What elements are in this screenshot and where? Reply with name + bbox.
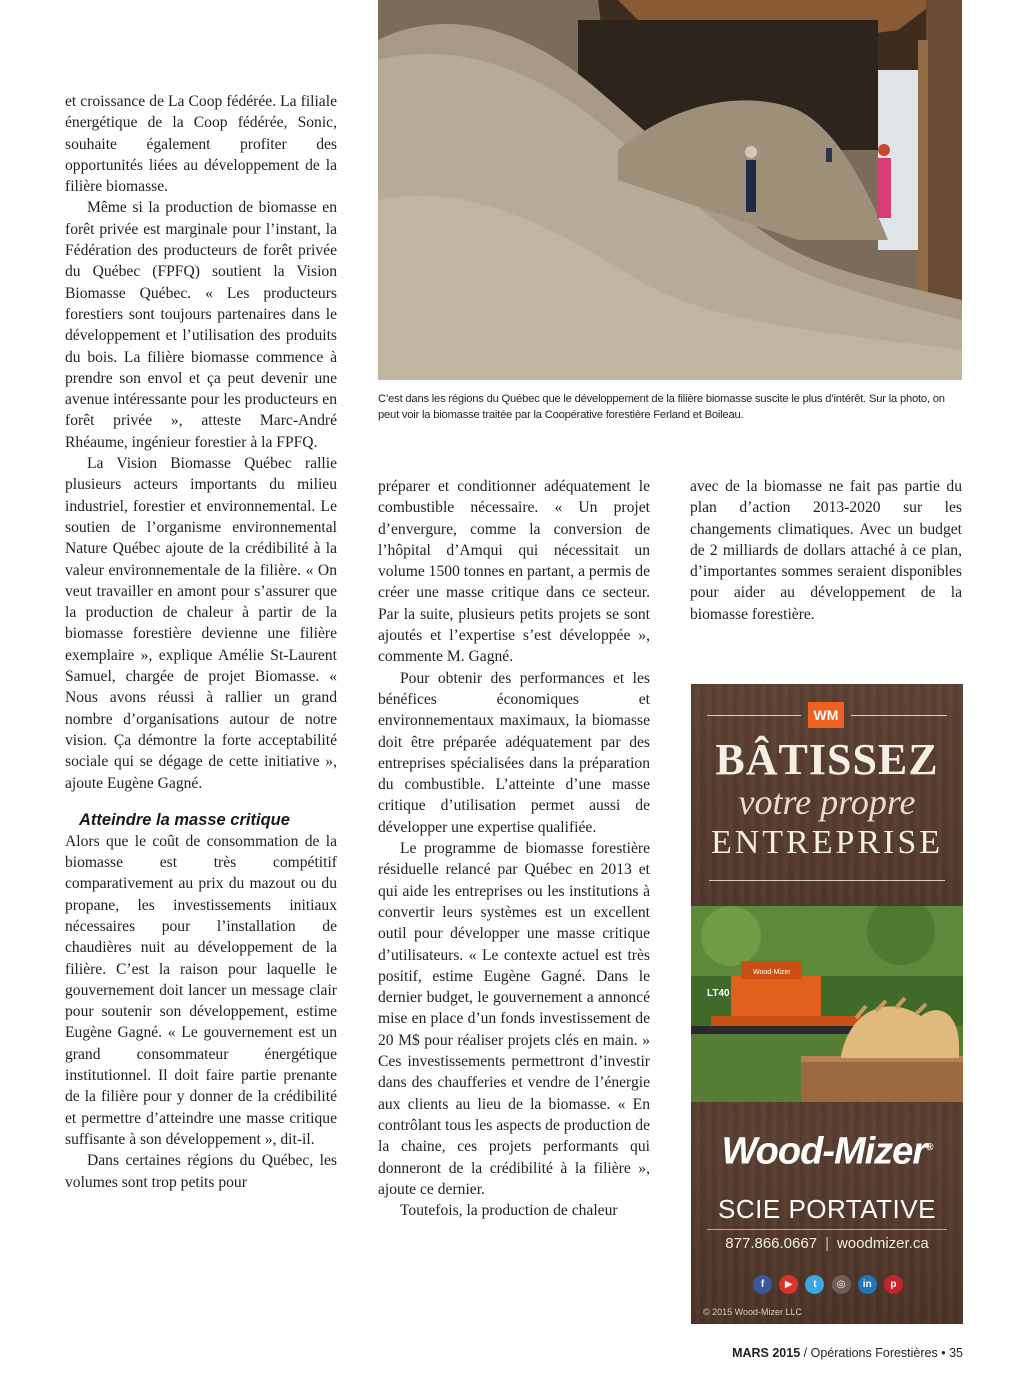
instagram-icon[interactable]: ◎ xyxy=(832,1275,851,1294)
wood-mizer-advertisement[interactable] xyxy=(691,684,963,1324)
ad-divider xyxy=(707,1229,947,1230)
paragraph: avec de la biomasse ne fait pas partie du plan d’action 2013-2020 sur les changements climatiques. Avec un budget de 2 milliards de dollars attaché à ce plan, d’importantes sommes seraient disponibles pour aider au développement de la biomasse forestière. xyxy=(690,478,962,623)
page-number: 35 xyxy=(949,1346,963,1360)
ad-divider xyxy=(709,880,945,881)
ad-contact xyxy=(691,1234,963,1254)
article-column-2 xyxy=(378,476,650,1221)
pinterest-icon[interactable]: p xyxy=(884,1275,903,1294)
paragraph: Pour obtenir des performances et les bénéfices économiques et environnementaux maximaux, la biomasse doit être préparée adéquatement par des entreprises spécialisées dans la préparation du combustible. L’atteinte d’une masse critique d’utilisation permet aussi de développer une expertise qualifiée. xyxy=(378,669,650,836)
ad-website-link[interactable]: woodmizer.ca xyxy=(836,1235,929,1252)
ad-headline: BÂTISSEZ xyxy=(715,735,939,784)
social-icons xyxy=(753,1275,903,1295)
footer-bullet: • xyxy=(941,1346,950,1360)
sawmill-brand-label: Wood-Mizer xyxy=(753,969,791,976)
youtube-icon[interactable]: ▶ xyxy=(779,1275,798,1294)
paragraph: Le programme de biomasse forestière résiduelle relancé par Québec en 2013 et qui aide les entreprises ou les institutions à convertir leurs systèmes est un excellent outil pour développer une masse critique d’utilisateurs. « Le contexte actuel est très positif, estime Eugène Gagné. Dans le dernier budget, le gouvernement a annoncé mise en place d’un fonds investissement de 20 M$ pour réaliser projets clés en main. » Ces investissements permettront d’investir dans des chaufferies et vendre de l’énergie aux clients au lieu de la biomasse. « En contrôlant tous les aspects de production de la chaine, ces projets performants qui donneront de la crédibilité à la filière », ajoute ce dernier. xyxy=(378,840,650,1198)
ad-divider xyxy=(707,715,801,716)
biomass-photo-illustration xyxy=(378,0,962,380)
sawmill-photo xyxy=(691,906,963,1102)
twitter-icon[interactable]: t xyxy=(805,1275,824,1294)
paragraph: Dans certaines régions du Québec, les volumes sont trop petits pour xyxy=(65,1152,337,1191)
footer-separator: / xyxy=(803,1346,811,1360)
paragraph: La Vision Biomasse Québec rallie plusieurs acteurs importants du milieu industriel, forestier et environnemental. Le soutien de l’organisme environnemental Nature Québec ajoute de la crédibilité à la valeur environnementale de la filière. « On veut travailler en amont pour s’assurer que la production de chaleur à partir de la biomasse forestière devienne une filière exemplaire », explique Amélie St-Laurent Samuel, chargée de projet Biomasse. « Nous avons réussi à rallier un grand nombre d’organisations autour de notre vision. Ça démontre la forte acceptabilité sociale qui se dégage de cette initiative », ajoute Eugène Gagné. xyxy=(65,455,337,792)
photo-caption: C’est dans les régions du Québec que le développement de la filière biomasse suscite le plus d’intérêt. Sur la photo, on peut voir la biomasse traitée par la Coopérative forestière Ferland et Boileau. xyxy=(378,393,945,421)
facebook-icon[interactable]: f xyxy=(753,1275,772,1294)
publication-name: Opérations Forestières xyxy=(810,1346,938,1360)
wood-mizer-logo: WM xyxy=(808,702,844,728)
ad-product-name: SCIE PORTATIVE xyxy=(718,1194,936,1224)
ad-divider xyxy=(851,715,947,716)
paragraph: et croissance de La Coop fédérée. La filiale énergétique de la Coop fédérée, Sonic, souhaite également profiter des opportunités liées au développement de la filière biomasse. xyxy=(65,93,337,196)
paragraph: Toutefois, la production de chaleur xyxy=(400,1202,618,1220)
page-footer xyxy=(600,1346,963,1360)
sawmill-model-label: LT40 xyxy=(707,988,730,999)
paragraph: Alors que le coût de consommation de la biomasse est très compétitif comparativement au prix du mazout ou du propane, les investissements initiaux nécessaires pour l’installation de chaudières nuit au développement de la filière. C’est la raison pour laquelle le gouvernement doit lancer un message clair pour soutenir son développement, estime Eugène Gagné. « Le gouvernement est un grand consommateur énergétique institutionnel. Il doit faire partie prenante de la filière pour y donner de la crédibilité et permettre d’atteindre une masse critique suffisante à son développement », dit-il. xyxy=(65,832,337,1148)
section-subheading: Atteindre la masse critique xyxy=(79,810,290,829)
paragraph: préparer et conditionner adéquatement le combustible nécessaire. « Un projet d’envergure, comme la conversion de l’hôpital d’Amqui qui nécessitait un volume 1500 tonnes en partant, a permis de créer une masse critique dans ce secteur. Par la suite, plusieurs petits projets se sont ajoutés et l’expertise s’est développée », commente M. Gagné. xyxy=(378,478,650,666)
linkedin-icon[interactable]: in xyxy=(858,1275,877,1294)
ad-phone[interactable]: 877.866.0667 xyxy=(725,1235,818,1252)
article-column-1 xyxy=(65,91,337,1193)
brand-name: Wood-Mizer xyxy=(721,1130,927,1173)
paragraph: Même si la production de biomasse en forêt privée est marginale pour l’instant, la Fédération des producteurs de forêt privée du Québec (FPFQ) soutient la Vision Biomasse Québec. « Les producteurs forestiers sont toujours partenaires dans le développement et l’utilisation des produits du bois. La filière biomasse commence à prendre son envol et ça peut devenir une avenue intéressante pour les producteurs en forêt privée », atteste Marc-André Rhéaume, ingénieur forestier à la FPFQ. xyxy=(65,199,337,451)
biomass-photo xyxy=(378,0,962,380)
separator-icon: | xyxy=(825,1235,829,1252)
sawmill-illustration xyxy=(691,906,963,1102)
registered-mark-icon: ® xyxy=(926,1142,933,1153)
ad-copyright: © 2015 Wood-Mizer LLC xyxy=(703,1307,803,1317)
article-column-3 xyxy=(690,476,962,625)
wood-mizer-brand xyxy=(691,1126,963,1174)
ad-subheadline: votre propre xyxy=(738,782,916,822)
ad-headline-entreprise: ENTREPRISE xyxy=(710,824,944,861)
issue-date: MARS 2015 xyxy=(732,1346,801,1360)
